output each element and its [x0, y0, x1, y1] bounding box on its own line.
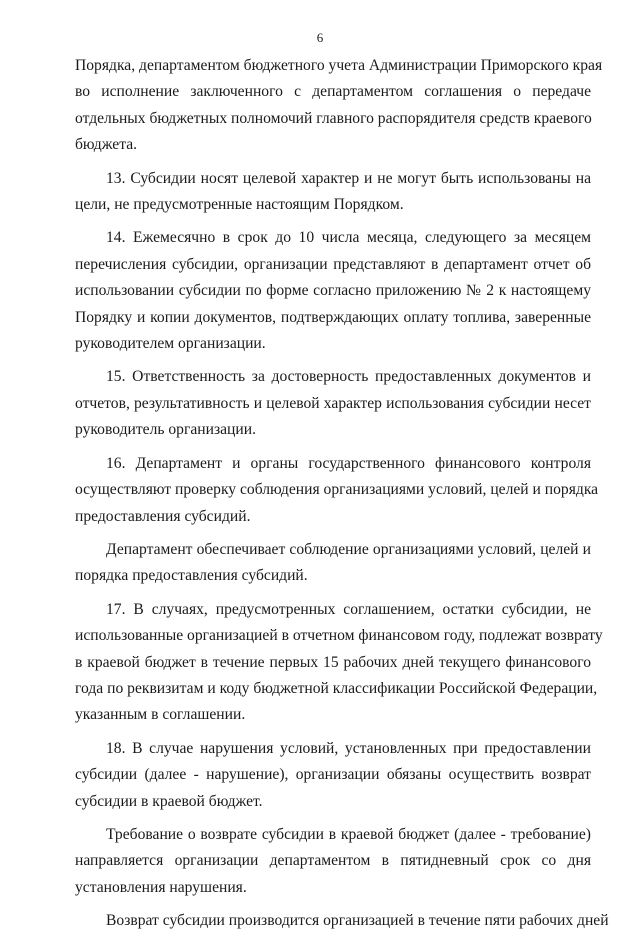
- text-line: предоставления субсидий.: [75, 507, 251, 525]
- text-line: 16. Департамент и органы государственного финансового контроля: [106, 454, 591, 472]
- text-line: перечисления субсидии, организации представляют в департамент отчет об: [75, 255, 591, 273]
- text-line: года по реквизитам и коду бюджетной классификации Российской Федерации,: [75, 679, 598, 697]
- document-body: [75, 53, 609, 942]
- paragraph: [75, 537, 591, 590]
- text-line: отчетов, результативность и целевой характер использования субсидии несет: [75, 394, 591, 412]
- text-line: цели, не предусмотренные настоящим Порядком.: [75, 196, 404, 214]
- paragraph: [75, 166, 591, 219]
- text-line: 13. Субсидии носят целевой характер и не могут быть использованы на: [106, 169, 591, 187]
- text-line: порядка предоставления субсидий.: [75, 567, 308, 585]
- text-line: бюджета.: [75, 136, 138, 154]
- text-line: во исполнение заключенного с департаментом соглашения о передаче: [75, 83, 591, 101]
- text-line: Возврат субсидии производится организацией в течение пяти рабочих дней: [106, 912, 609, 930]
- paragraph: [75, 225, 591, 357]
- text-line: Порядка, департаментом бюджетного учета Администрации Приморского края: [75, 57, 603, 74]
- text-line: Порядку и копии документов, подтверждающих оплату топлива, заверенные: [75, 308, 591, 326]
- text-line: в краевой бюджет в течение первых 15 рабочих дней текущего финансового: [75, 653, 591, 671]
- text-line: установления нарушения.: [75, 878, 247, 896]
- paragraph: [75, 451, 599, 530]
- text-line: руководитель организации.: [75, 421, 256, 439]
- paragraph: [75, 736, 591, 815]
- text-line: 18. В случае нарушения условий, установленных при предоставлении: [106, 739, 591, 757]
- paragraph: [75, 822, 591, 901]
- page-number: 6: [316, 30, 324, 45]
- text-line: руководителем организации.: [75, 335, 266, 353]
- text-line: субсидии (далее - нарушение), организации обязаны осуществить возврат: [75, 766, 591, 784]
- paragraph: [75, 53, 603, 159]
- paragraph: [75, 364, 591, 443]
- paragraph: [75, 908, 609, 934]
- text-line: 17. В случаях, предусмотренных соглашением, остатки субсидии, не: [106, 600, 591, 618]
- text-line: отдельных бюджетных полномочий главного распорядителя средств краевого: [75, 109, 592, 127]
- text-line: субсидии в краевой бюджет.: [75, 792, 263, 810]
- text-line: направляется организации департаментом в пятидневный срок со дня: [75, 852, 591, 870]
- text-line: указанным в соглашении.: [75, 706, 246, 724]
- paragraph: [75, 597, 603, 729]
- text-line: 14. Ежемесячно в срок до 10 числа месяца, следующего за месяцем: [106, 229, 591, 247]
- text-line: осуществляют проверку соблюдения организациями условий, целей и порядка: [75, 481, 599, 499]
- text-line: использованные организацией в отчетном финансовом году, подлежат возврату: [75, 627, 603, 645]
- text-line: Департамент обеспечивает соблюдение организациями условий, целей и: [106, 540, 591, 558]
- text-line: Требование о возврате субсидии в краевой бюджет (далее - требование): [106, 825, 591, 843]
- text-line: использовании субсидии по форме согласно приложению № 2 к настоящему: [75, 282, 591, 300]
- text-line: 15. Ответственность за достоверность предоставленных документов и: [106, 368, 591, 386]
